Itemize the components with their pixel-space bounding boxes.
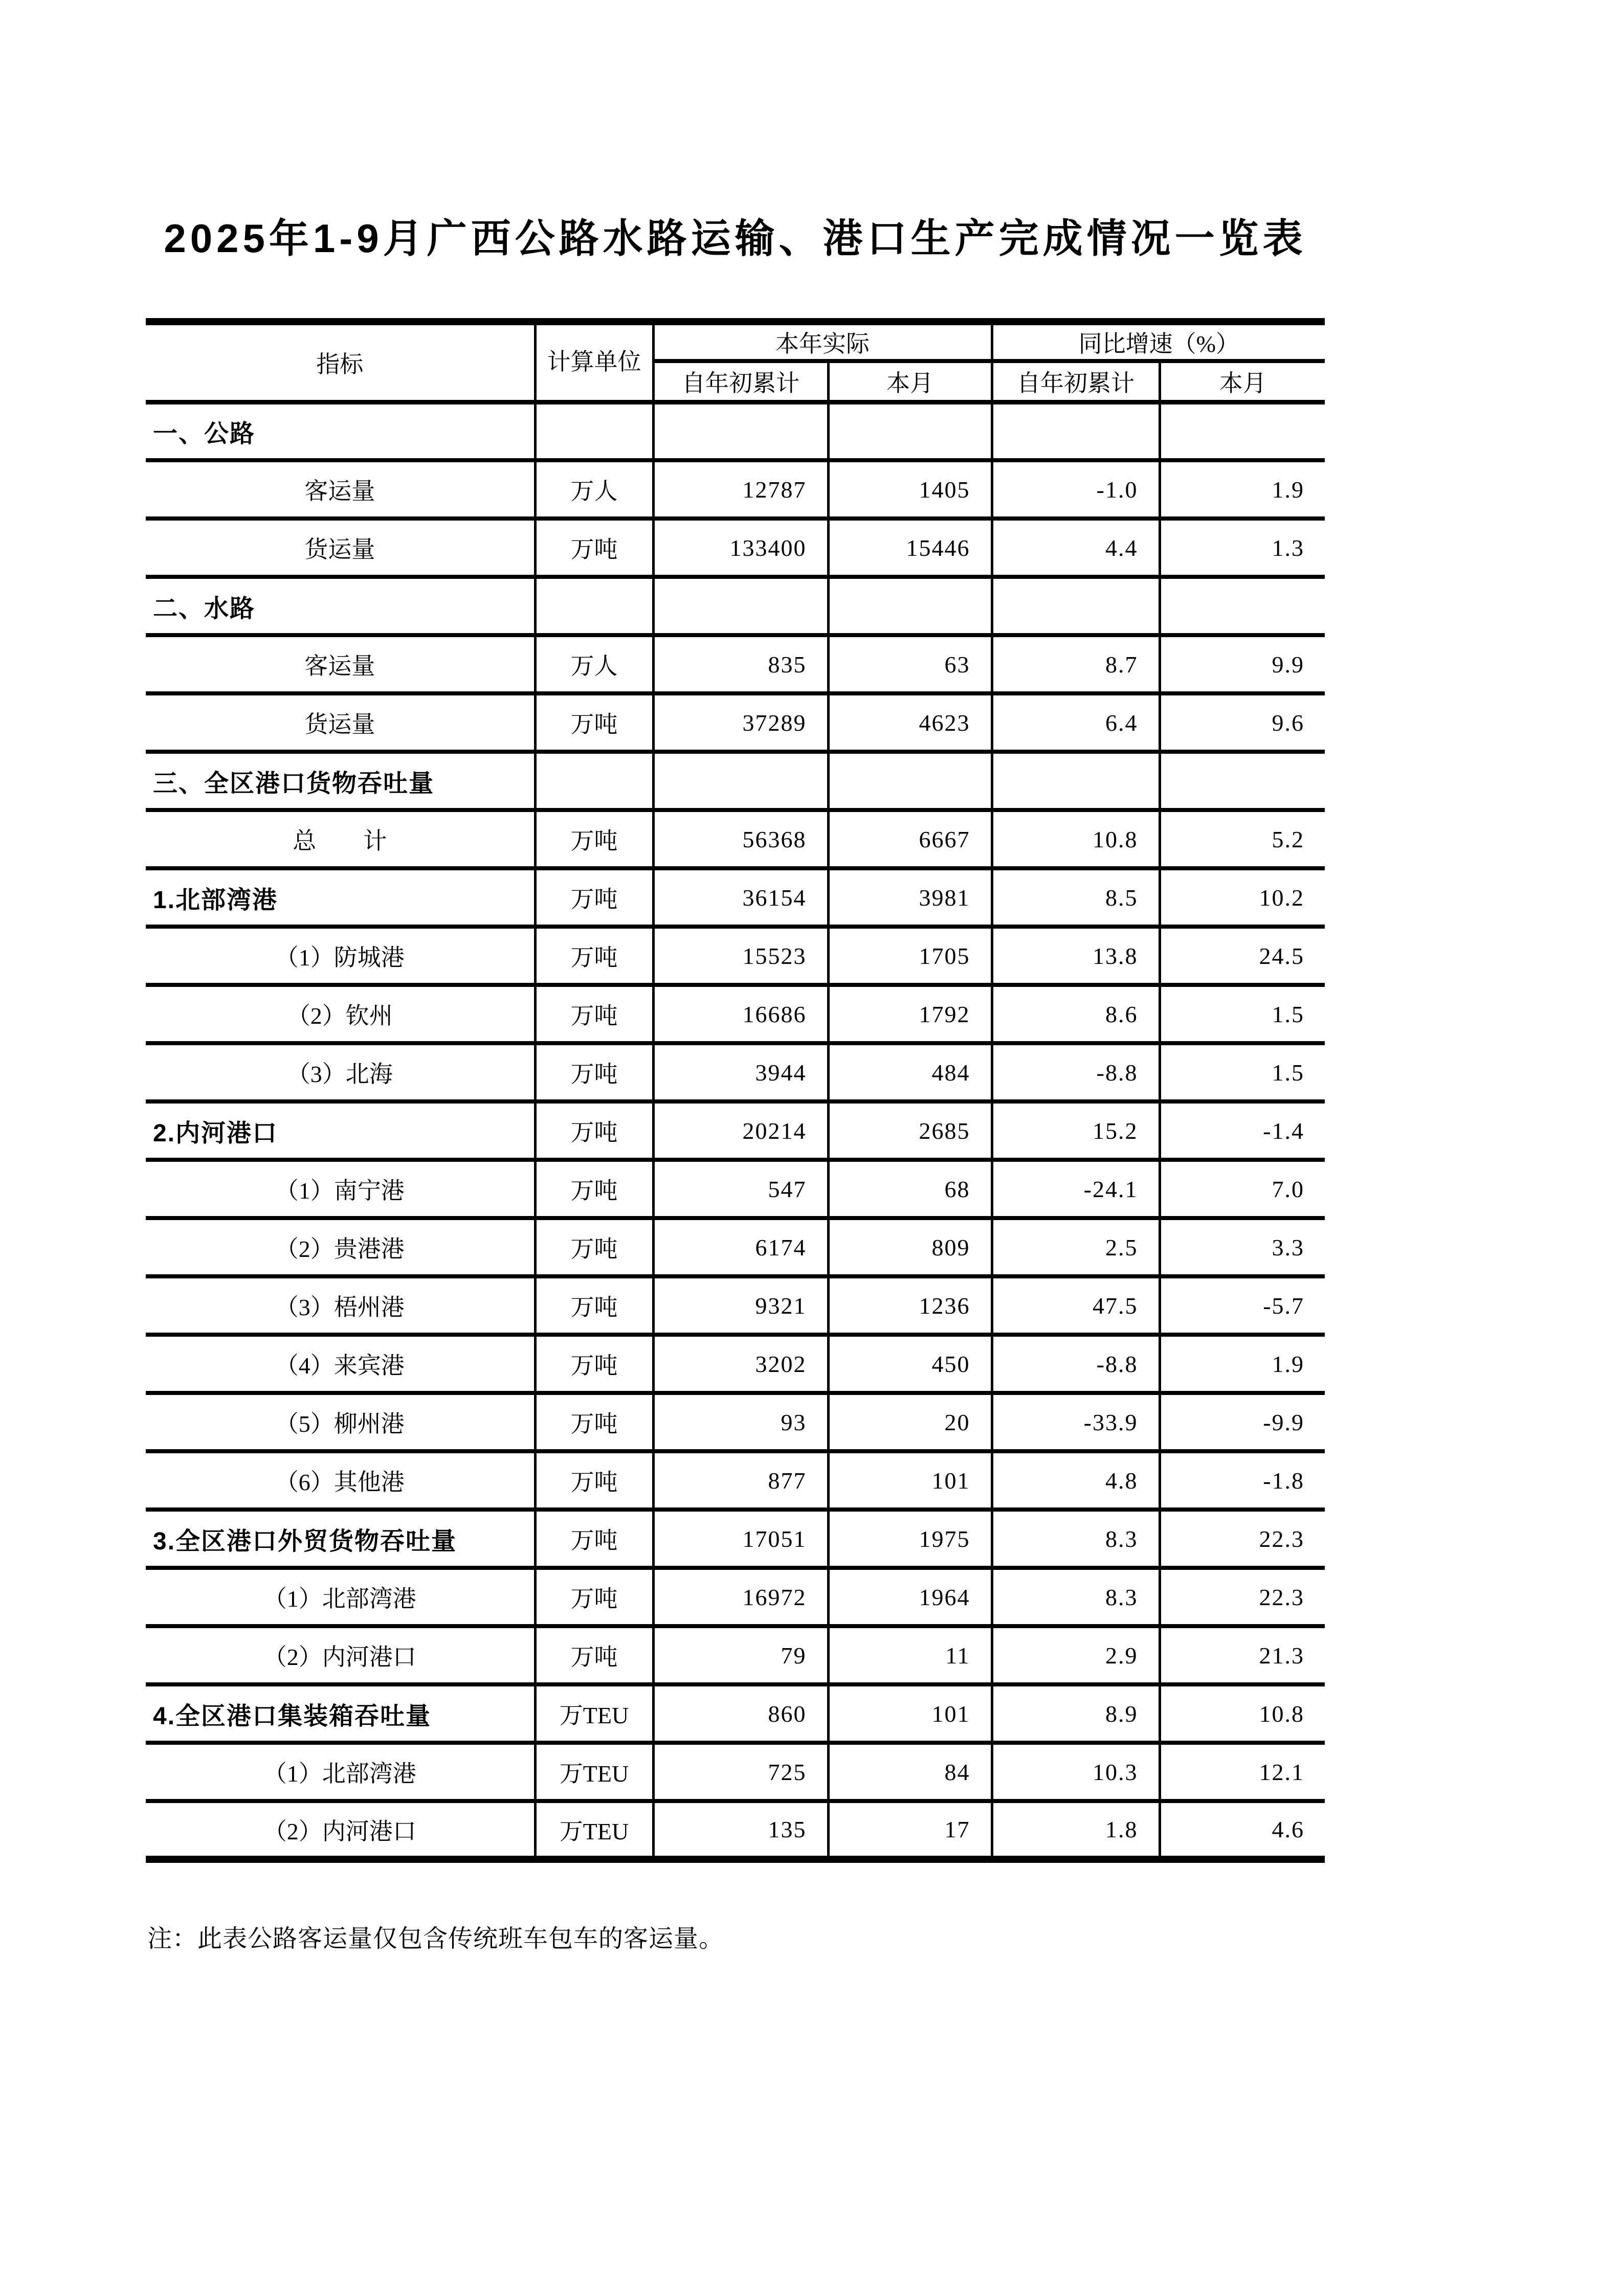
ytd-growth-cell: 8.6 — [992, 985, 1160, 1043]
ytd-growth-cell: 10.8 — [992, 810, 1160, 868]
month-growth-cell: 1.5 — [1160, 1043, 1325, 1101]
ytd-growth-cell: 8.5 — [992, 868, 1160, 927]
page-title: 2025年1-9月广西公路水路运输、港口生产完成情况一览表 — [164, 216, 1307, 261]
table-row — [146, 1743, 1325, 1801]
ytd-value-cell: 16972 — [653, 1568, 828, 1626]
indicator-cell: （2）内河港口 — [146, 1801, 535, 1859]
unit-cell: 万吨 — [535, 1101, 653, 1160]
unit-cell: 万吨 — [535, 1568, 653, 1626]
table-body — [146, 402, 1325, 1859]
ytd-value-cell: 877 — [653, 1451, 828, 1510]
ytd-growth-cell: 15.2 — [992, 1101, 1160, 1160]
indicator-cell: （1）防城港 — [146, 927, 535, 985]
ytd-growth-cell: 8.3 — [992, 1510, 1160, 1568]
ytd-growth-cell: -8.8 — [992, 1335, 1160, 1393]
indicator-cell: （1）北部湾港 — [146, 1743, 535, 1801]
table-row — [146, 693, 1325, 752]
ytd-growth-cell: 2.5 — [992, 1218, 1160, 1276]
month-growth-cell: 3.3 — [1160, 1218, 1325, 1276]
table-row — [146, 1335, 1325, 1393]
month-value-cell: 15446 — [828, 519, 992, 577]
unit-cell: 万吨 — [535, 1335, 653, 1393]
month-value-cell: 63 — [828, 635, 992, 693]
ytd-value-cell: 6174 — [653, 1218, 828, 1276]
table-row — [146, 577, 1325, 635]
ytd-growth-cell: 47.5 — [992, 1276, 1160, 1335]
col-header-growth-group: 同比增速（%） — [992, 322, 1325, 361]
ytd-value-cell: 725 — [653, 1743, 828, 1801]
indicator-cell: （2）贵港港 — [146, 1218, 535, 1276]
ytd-growth-cell: -8.8 — [992, 1043, 1160, 1101]
indicator-cell: （6）其他港 — [146, 1451, 535, 1510]
col-header-growth-month: 本月 — [1160, 361, 1325, 402]
month-value-cell: 6667 — [828, 810, 992, 868]
month-growth-cell — [1160, 577, 1325, 635]
ytd-growth-cell: 8.7 — [992, 635, 1160, 693]
month-growth-cell: -1.4 — [1160, 1101, 1325, 1160]
indicator-cell: 2.内河港口 — [146, 1101, 535, 1160]
indicator-cell: （5）柳州港 — [146, 1393, 535, 1451]
col-header-actual-group: 本年实际 — [653, 322, 992, 361]
month-growth-cell: -9.9 — [1160, 1393, 1325, 1451]
ytd-growth-cell — [992, 752, 1160, 810]
month-growth-cell: 4.6 — [1160, 1801, 1325, 1859]
month-value-cell: 809 — [828, 1218, 992, 1276]
unit-cell: 万吨 — [535, 1626, 653, 1684]
unit-cell: 万TEU — [535, 1684, 653, 1743]
month-growth-cell: 1.3 — [1160, 519, 1325, 577]
month-value-cell: 68 — [828, 1160, 992, 1218]
unit-cell — [535, 752, 653, 810]
ytd-growth-cell: 13.8 — [992, 927, 1160, 985]
indicator-cell: 二、水路 — [146, 577, 535, 635]
ytd-value-cell: 37289 — [653, 693, 828, 752]
month-value-cell: 484 — [828, 1043, 992, 1101]
month-growth-cell: 1.9 — [1160, 1335, 1325, 1393]
month-value-cell: 1236 — [828, 1276, 992, 1335]
ytd-growth-cell: 8.9 — [992, 1684, 1160, 1743]
ytd-value-cell — [653, 752, 828, 810]
month-value-cell: 101 — [828, 1684, 992, 1743]
unit-cell — [535, 402, 653, 460]
ytd-value-cell: 56368 — [653, 810, 828, 868]
unit-cell: 万吨 — [535, 1451, 653, 1510]
month-growth-cell: 5.2 — [1160, 810, 1325, 868]
table-row — [146, 1393, 1325, 1451]
table-row — [146, 402, 1325, 460]
indicator-cell: 4.全区港口集装箱吞吐量 — [146, 1684, 535, 1743]
indicator-cell: （3）北海 — [146, 1043, 535, 1101]
unit-cell: 万吨 — [535, 519, 653, 577]
month-value-cell: 101 — [828, 1451, 992, 1510]
month-value-cell: 1792 — [828, 985, 992, 1043]
table-row — [146, 635, 1325, 693]
col-header-actual-cumulative: 自年初累计 — [653, 361, 828, 402]
month-growth-cell: 12.1 — [1160, 1743, 1325, 1801]
unit-cell: 万吨 — [535, 868, 653, 927]
month-growth-cell: -1.8 — [1160, 1451, 1325, 1510]
month-growth-cell: 21.3 — [1160, 1626, 1325, 1684]
ytd-growth-cell: 1.8 — [992, 1801, 1160, 1859]
unit-cell: 万吨 — [535, 1276, 653, 1335]
header-row-groups — [146, 322, 1325, 361]
indicator-cell: 3.全区港口外贸货物吞吐量 — [146, 1510, 535, 1568]
month-value-cell: 20 — [828, 1393, 992, 1451]
unit-cell: 万吨 — [535, 927, 653, 985]
table-header — [146, 322, 1325, 402]
indicator-cell: （1）北部湾港 — [146, 1568, 535, 1626]
month-growth-cell: 22.3 — [1160, 1568, 1325, 1626]
table-row — [146, 1276, 1325, 1335]
table-row — [146, 752, 1325, 810]
ytd-value-cell: 36154 — [653, 868, 828, 927]
table-row — [146, 1218, 1325, 1276]
unit-cell: 万TEU — [535, 1801, 653, 1859]
month-value-cell — [828, 577, 992, 635]
ytd-value-cell: 16686 — [653, 985, 828, 1043]
indicator-cell: 总 计 — [146, 810, 535, 868]
indicator-cell: （2）钦州 — [146, 985, 535, 1043]
col-header-indicator: 指标 — [146, 322, 535, 402]
month-value-cell: 2685 — [828, 1101, 992, 1160]
col-header-growth-cumulative: 自年初累计 — [992, 361, 1160, 402]
month-value-cell: 11 — [828, 1626, 992, 1684]
month-growth-cell — [1160, 752, 1325, 810]
ytd-value-cell: 547 — [653, 1160, 828, 1218]
table-row — [146, 810, 1325, 868]
ytd-value-cell: 20214 — [653, 1101, 828, 1160]
indicator-cell: （2）内河港口 — [146, 1626, 535, 1684]
unit-cell: 万TEU — [535, 1743, 653, 1801]
ytd-value-cell: 9321 — [653, 1276, 828, 1335]
ytd-value-cell: 835 — [653, 635, 828, 693]
ytd-value-cell — [653, 402, 828, 460]
unit-cell: 万吨 — [535, 1043, 653, 1101]
month-value-cell: 450 — [828, 1335, 992, 1393]
ytd-growth-cell: 4.8 — [992, 1451, 1160, 1510]
table-row — [146, 1626, 1325, 1684]
table-row — [146, 1043, 1325, 1101]
ytd-value-cell: 3944 — [653, 1043, 828, 1101]
table-row — [146, 1801, 1325, 1859]
ytd-value-cell: 93 — [653, 1393, 828, 1451]
table-row — [146, 1684, 1325, 1743]
stats-table — [146, 318, 1325, 1863]
month-growth-cell — [1160, 402, 1325, 460]
month-growth-cell: 1.5 — [1160, 985, 1325, 1043]
table-row — [146, 1160, 1325, 1218]
ytd-value-cell: 12787 — [653, 460, 828, 519]
unit-cell: 万吨 — [535, 1218, 653, 1276]
ytd-growth-cell: -24.1 — [992, 1160, 1160, 1218]
ytd-growth-cell: 6.4 — [992, 693, 1160, 752]
month-growth-cell: 10.8 — [1160, 1684, 1325, 1743]
ytd-growth-cell — [992, 402, 1160, 460]
table-row — [146, 985, 1325, 1043]
indicator-cell: 客运量 — [146, 460, 535, 519]
month-value-cell: 1705 — [828, 927, 992, 985]
month-growth-cell: 24.5 — [1160, 927, 1325, 985]
indicator-cell: （1）南宁港 — [146, 1160, 535, 1218]
month-value-cell: 84 — [828, 1743, 992, 1801]
unit-cell — [535, 577, 653, 635]
table-row — [146, 1568, 1325, 1626]
ytd-value-cell — [653, 577, 828, 635]
unit-cell: 万吨 — [535, 1160, 653, 1218]
col-header-unit: 计算单位 — [535, 322, 653, 402]
table-row — [146, 460, 1325, 519]
month-growth-cell: 1.9 — [1160, 460, 1325, 519]
ytd-growth-cell: 8.3 — [992, 1568, 1160, 1626]
unit-cell: 万人 — [535, 635, 653, 693]
indicator-cell: 1.北部湾港 — [146, 868, 535, 927]
ytd-growth-cell: 10.3 — [992, 1743, 1160, 1801]
ytd-growth-cell: -1.0 — [992, 460, 1160, 519]
col-header-actual-month: 本月 — [828, 361, 992, 402]
unit-cell: 万吨 — [535, 810, 653, 868]
ytd-value-cell: 17051 — [653, 1510, 828, 1568]
ytd-value-cell: 133400 — [653, 519, 828, 577]
footnote: 注：此表公路客运量仅包含传统班车包车的客运量。 — [147, 1925, 724, 1952]
table-row — [146, 1510, 1325, 1568]
month-growth-cell: 22.3 — [1160, 1510, 1325, 1568]
ytd-growth-cell: -33.9 — [992, 1393, 1160, 1451]
ytd-growth-cell: 2.9 — [992, 1626, 1160, 1684]
month-value-cell: 17 — [828, 1801, 992, 1859]
ytd-growth-cell — [992, 577, 1160, 635]
unit-cell: 万吨 — [535, 693, 653, 752]
month-growth-cell: 9.9 — [1160, 635, 1325, 693]
indicator-cell: （3）梧州港 — [146, 1276, 535, 1335]
month-value-cell: 3981 — [828, 868, 992, 927]
unit-cell: 万吨 — [535, 1393, 653, 1451]
table-row — [146, 1101, 1325, 1160]
indicator-cell: 三、全区港口货物吞吐量 — [146, 752, 535, 810]
ytd-value-cell: 3202 — [653, 1335, 828, 1393]
ytd-value-cell: 79 — [653, 1626, 828, 1684]
unit-cell: 万吨 — [535, 985, 653, 1043]
month-growth-cell: 7.0 — [1160, 1160, 1325, 1218]
month-growth-cell: -5.7 — [1160, 1276, 1325, 1335]
table-row — [146, 519, 1325, 577]
ytd-growth-cell: 4.4 — [992, 519, 1160, 577]
indicator-cell: 货运量 — [146, 519, 535, 577]
month-value-cell — [828, 402, 992, 460]
unit-cell: 万人 — [535, 460, 653, 519]
indicator-cell: （4）来宾港 — [146, 1335, 535, 1393]
month-growth-cell: 10.2 — [1160, 868, 1325, 927]
indicator-cell: 一、公路 — [146, 402, 535, 460]
table-row — [146, 1451, 1325, 1510]
month-value-cell — [828, 752, 992, 810]
month-growth-cell: 9.6 — [1160, 693, 1325, 752]
month-value-cell: 1405 — [828, 460, 992, 519]
ytd-value-cell: 15523 — [653, 927, 828, 985]
table-row — [146, 927, 1325, 985]
month-value-cell: 1964 — [828, 1568, 992, 1626]
ytd-value-cell: 860 — [653, 1684, 828, 1743]
month-value-cell: 4623 — [828, 693, 992, 752]
indicator-cell: 客运量 — [146, 635, 535, 693]
month-value-cell: 1975 — [828, 1510, 992, 1568]
indicator-cell: 货运量 — [146, 693, 535, 752]
table-row — [146, 868, 1325, 927]
unit-cell: 万吨 — [535, 1510, 653, 1568]
ytd-value-cell: 135 — [653, 1801, 828, 1859]
